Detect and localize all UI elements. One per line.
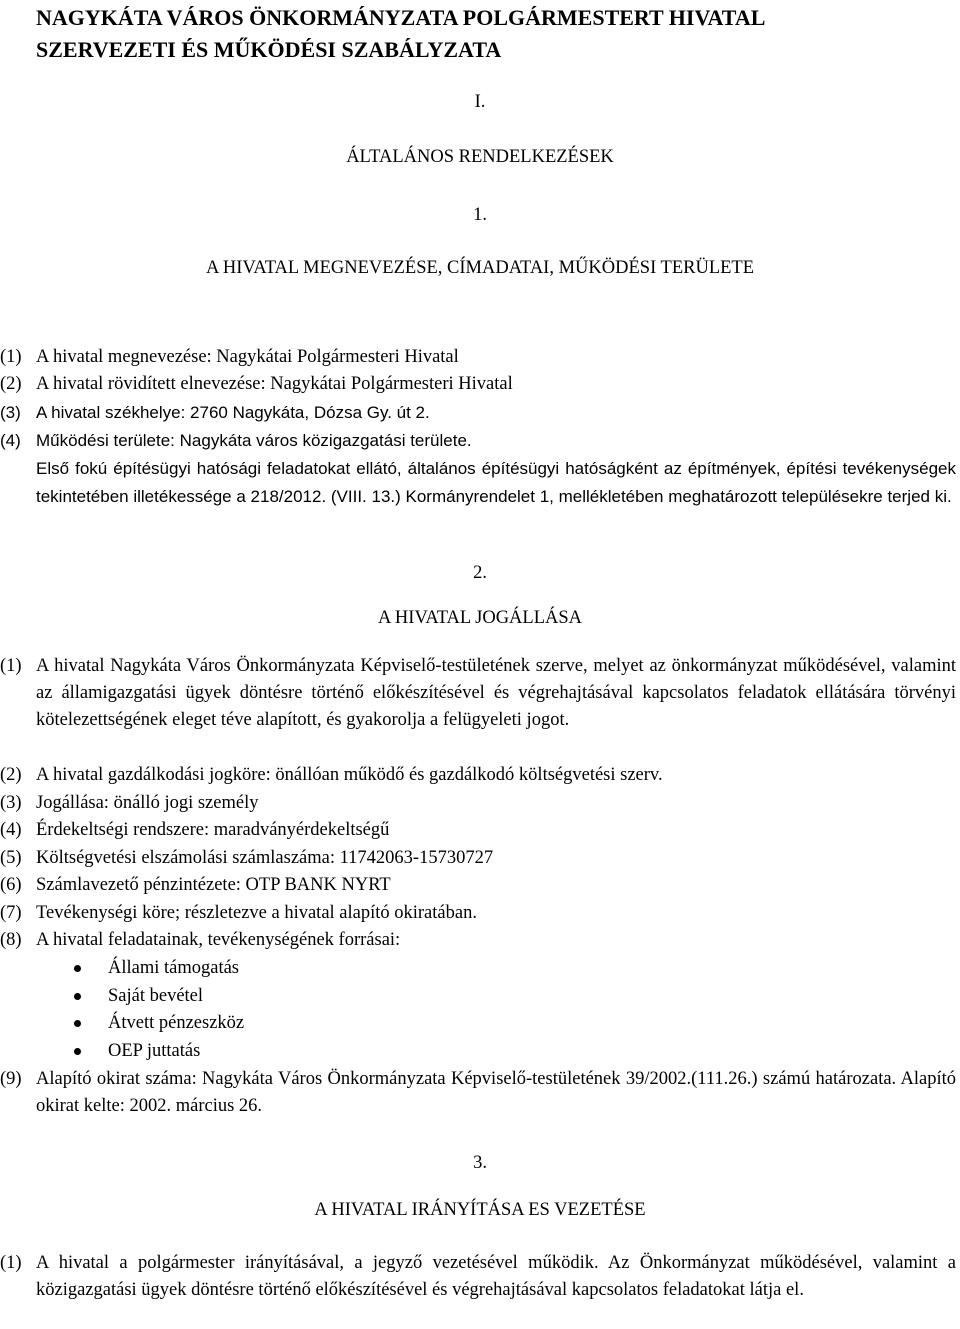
list-item-text: Saját bevétel: [108, 985, 204, 1006]
part-title: ÁLTALÁNOS RENDELKEZÉSEK: [346, 147, 614, 167]
item-text: Tevékenységi köre; részletezve a hivatal alapító okiratában.: [36, 903, 477, 923]
section-3-number: 3.: [473, 1153, 487, 1173]
item-number: (4): [0, 431, 21, 450]
item-text: Működési területe: Nagykáta város közigazgatási területe.: [36, 431, 472, 450]
part-number: I.: [474, 92, 486, 112]
item-number: (3): [0, 793, 22, 813]
section-2-item-4: [0, 817, 956, 844]
section-3-item-1: [0, 1250, 956, 1304]
list-item: [72, 1010, 244, 1038]
document-title-line-2: SZERVEZETI ÉS MŰKÖDÉSI SZABÁLYZATA: [36, 37, 502, 62]
section-2-heading: A HIVATAL JOGÁLLÁSA: [377, 608, 583, 628]
section-1-item-3: [0, 399, 956, 426]
section-2-item-3: [0, 790, 956, 817]
list-item-text: Átvett pénzeszköz: [108, 1013, 245, 1033]
section-2-item-5: [0, 845, 956, 872]
item-number: (9): [0, 1069, 22, 1089]
item-text: A hivatal feladatainak, tevékenységének forrásai:: [36, 930, 401, 950]
list-item-text: Állami támogatás: [108, 958, 240, 978]
list-item-text: OEP juttatás: [108, 1040, 201, 1061]
item-number: (8): [0, 930, 22, 950]
item-text: A hivatal Nagykáta Város Önkormányzata Képviselő-testületének szerve, melyet az önkormányzat működésével, valamint az államigazgatási ügyek döntésre történő előkészítésével és végrehajtásával kapcsolatos feladatok ellátására törvényi kötelezettségének eleget téve alapított, és gyakorolja a felügyeleti jogot.: [36, 656, 956, 730]
bullet-icon: [74, 965, 81, 972]
item-number: (7): [0, 903, 22, 923]
section-1-item-1: [0, 344, 956, 371]
item-number: (2): [0, 765, 22, 785]
item-number: (3): [0, 403, 21, 422]
document-title: [36, 2, 946, 66]
section-1-number: 1.: [473, 205, 487, 225]
section-2-item-2: [0, 762, 956, 789]
item-number: (1): [0, 1253, 22, 1273]
item-number: (5): [0, 848, 22, 868]
section-1-heading: A HIVATAL MEGNEVEZÉSE, CÍMADATAI, MŰKÖDÉSI TERÜLETE: [205, 258, 755, 278]
list-item: [72, 955, 244, 983]
item-text: Jogállása: önálló jogi személy: [36, 793, 259, 813]
section-2-number: 2.: [473, 563, 487, 583]
list-item: [72, 983, 244, 1011]
section-2-item-8: [0, 927, 956, 954]
section-2-item-7: [0, 900, 956, 927]
funding-sources-list: [72, 955, 244, 1065]
section-2-item-6: [0, 872, 956, 899]
document-title-line-1: NAGYKÁTA VÁROS ÖNKORMÁNYZATA POLGÁRMESTERT HIVATAL: [36, 5, 766, 30]
item-text: Alapító okirat száma: Nagykáta Város Önkormányzata Képviselő-testületének 39/2002.(111.26.) számú határozata. Alapító okirat kelte: 2002. március 26.: [36, 1069, 956, 1116]
section-1-item-4: [0, 427, 956, 454]
item-text: A hivatal székhelye: 2760 Nagykáta, Dózsa Gy. út 2.: [36, 403, 430, 422]
item-text: A hivatal rövidített elnevezése: Nagykátai Polgármesteri Hivatal: [36, 374, 513, 394]
section-3-heading: A HIVATAL IRÁNYÍTÁSA ES VEZETÉSE: [314, 1200, 646, 1220]
bullet-icon: [74, 1020, 81, 1027]
item-text: A hivatal a polgármester irányításával, a jegyző vezetésével működik. Az Önkormányzat működésével, valamint a közigazgatási ügyek döntésre történő előkészítésével és végrehajtásával kapcsolatos feladatokat látja el.: [36, 1253, 956, 1300]
section-1-item-2: [0, 371, 956, 398]
item-number: (2): [0, 374, 22, 394]
item-text: Érdekeltségi rendszere: maradványérdekeltségű: [36, 820, 390, 840]
item-number: (4): [0, 820, 22, 840]
item-text: Számlavezető pénzintézete: OTP BANK NYRT: [36, 875, 391, 895]
bullet-icon: [74, 993, 81, 1000]
section-1-paragraph: Első fokú építésügyi hatósági feladatokat ellátó, általános építésügyi hatóságként az építmények, építési tevékenységek tekintetében illetékessége a 218/2012. (VIII. 13.) Kormányrendelet 1, mellékletében meghatározott településekre terjed ki.: [36, 459, 956, 506]
bullet-icon: [74, 1048, 81, 1055]
list-item: [72, 1038, 244, 1066]
item-text: A hivatal gazdálkodási jogköre: önállóan működő és gazdálkodó költségvetési szerv.: [36, 765, 663, 785]
item-text: A hivatal megnevezése: Nagykátai Polgármesteri Hivatal: [36, 347, 459, 367]
item-text: Költségvetési elszámolási számlaszáma: 11742063-15730727: [36, 848, 494, 868]
item-number: (6): [0, 875, 22, 895]
item-number: (1): [0, 347, 22, 367]
section-2-item-1: [0, 653, 956, 734]
section-2-item-9: [0, 1066, 956, 1120]
item-number: (1): [0, 656, 22, 676]
